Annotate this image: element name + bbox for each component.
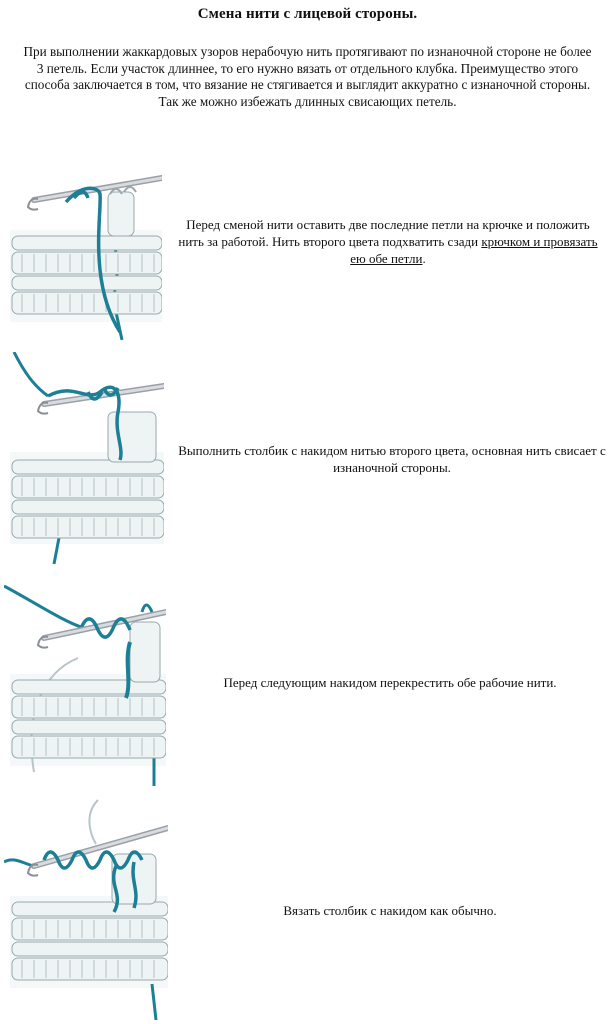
crochet-illustration-2: [4, 352, 164, 564]
step-1-caption-end: .: [422, 251, 426, 266]
page-title: Смена нити с лицевой стороны.: [197, 6, 418, 22]
intro-paragraph: При выполнении жаккардовых узоров нерабочую нить протягивают по изнаночной стороне не более 3 петель. Если участок длиннее, то его нужно вязать от отдельного клубка. Преимущество этого способа заключается в том, что вязание не стягивается и выглядит аккуратно с изнаночной стороны. Так же можно избежать длинных свисающих петель.: [23, 44, 592, 109]
step-2-caption: Выполнить столбик с накидом нитью второго цвета, основная нить свисает с изнаночной стороны.: [178, 443, 606, 475]
step-3-caption: Перед следующим накидом перекрестить обе рабочие нити.: [223, 675, 557, 690]
step-4-caption: Вязать столбик с накидом как обычно.: [283, 903, 497, 918]
crochet-illustration-1: [4, 172, 162, 340]
step-1-caption-underlined: крючком и провязать ею обе петли: [350, 234, 598, 266]
step-1-caption-text: Перед сменой нити оставить две последние петли на крючке и положить нить за работой. Нить второго цвета подхватить сзади: [178, 217, 590, 249]
crochet-illustration-3: [4, 572, 166, 786]
step-1-caption: [172, 216, 604, 267]
crochet-illustration-4: [4, 794, 168, 1020]
